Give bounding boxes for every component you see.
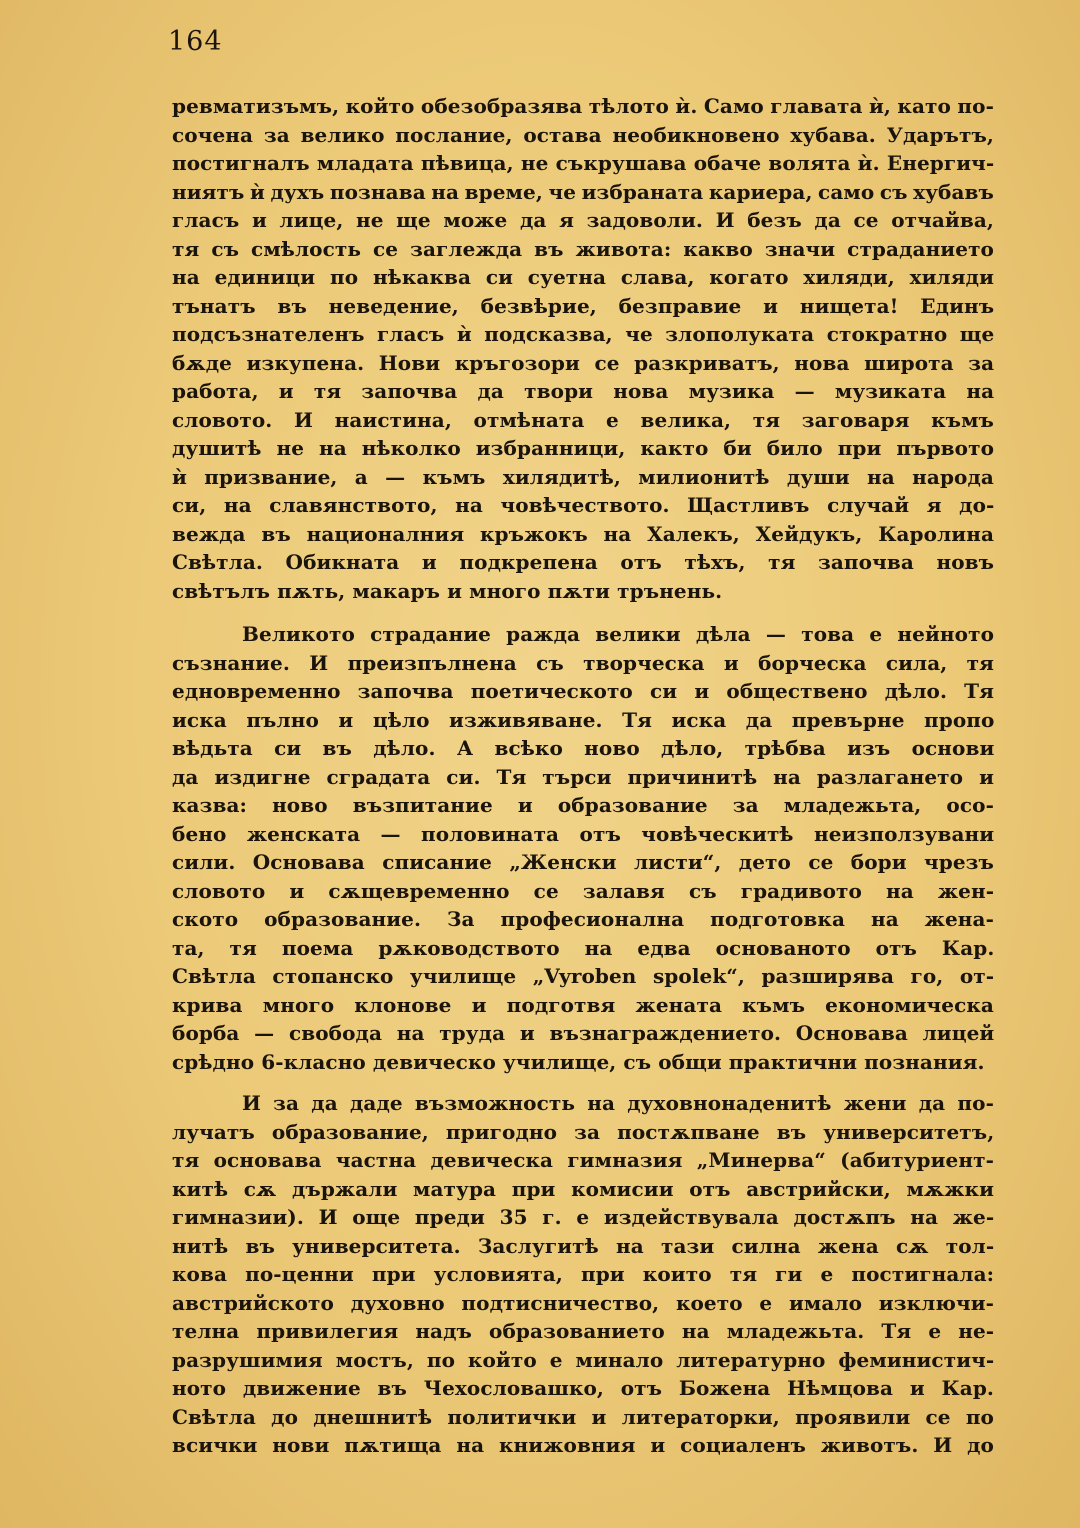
text-line: нитѣ въ университета. Заслугитѣ на тази силна жена сѫ тол- xyxy=(172,1233,995,1258)
text-line: ѝ призвание, а — къмъ хилядитѣ, милионитѣ души на народа xyxy=(172,464,994,489)
text-line: тънатъ въ неведение, безвѣрие, безправие и нищета! Единъ xyxy=(172,293,995,318)
text-line: ното движение въ Чехословашко, отъ Божена Нѣмцова и Кар. xyxy=(172,1376,994,1400)
page-number: 164 xyxy=(168,26,223,57)
text-line: китѣ сѫ държали матура при комисии отъ австрийски, мѫжки xyxy=(172,1176,994,1201)
text-line: съзнание. И преизпълнена съ творческа и борческа сила, тя xyxy=(172,650,995,675)
text-line: Свѣтла до днешнитѣ политички и литераторки, проявили се по xyxy=(172,1404,994,1429)
text-line: ниятъ ѝ духъ познава на време, че избраната кариера, само съ хубавъ xyxy=(172,179,994,204)
text-line: душитѣ не на нѣколко избранници, както би било при първото xyxy=(172,436,995,460)
text-line: вежда въ националния кръжокъ на Халекъ, Хейдукъ, Каролина xyxy=(172,521,994,546)
text-line: словото и сѫщевременно се залавя съ градивото на жен- xyxy=(172,878,995,903)
text-line: Свѣтла стопанско училище „Vyroben spolek“, разширява го, от- xyxy=(172,964,995,988)
paragraph-1 xyxy=(172,92,994,605)
text-line: крива много клонове и подготвя жената къмъ економическа xyxy=(172,992,994,1017)
text-line: вѣдьта си въ дѣло. А всѣко ново дѣло, трѣбва изъ основи xyxy=(172,736,995,760)
text-line: срѣдно 6-класно девическо училище, съ общи практични познания. xyxy=(172,1049,985,1074)
text-line: иска пълно и цѣло изживяване. Тя иска да превърне пропо xyxy=(172,707,995,732)
text-line: телна привилегия надъ образованието на младежьта. Тя е не- xyxy=(172,1319,995,1343)
text-line: подсъзнателенъ гласъ ѝ подсказва, че злополуката стократно ще xyxy=(172,322,995,346)
text-line: тя основава частна девическа гимназия „Минерва“ (абитуриент- xyxy=(172,1148,994,1172)
text-line: И за да даде възможность на духовнонаденитѣ жени да по- xyxy=(242,1091,994,1115)
text-line: Свѣтла. Обикната и подкрепена отъ тѣхъ, тя започва новъ xyxy=(172,550,995,574)
text-line: лучатъ образование, пригодно за постѫпване въ университетъ, xyxy=(172,1119,995,1144)
text-line: ревматизъмъ, който обезобразява тѣлото ѝ. Само главата ѝ, като по- xyxy=(172,94,994,118)
text-line: борба — свобода на труда и възнаграждението. Основава лицей xyxy=(172,1021,995,1045)
text-line: австрийското духовно подтисничество, което е имало изключи- xyxy=(172,1290,995,1315)
text-line: та, тя поема рѫководството на едва основаното отъ Кар. xyxy=(172,935,995,960)
text-line: бено женската — половината отъ човѣческитѣ неизползувани xyxy=(172,821,995,846)
text-line: всички нови пѫтища на книжовния и социаленъ животъ. И до xyxy=(172,1433,994,1457)
paragraph-3 xyxy=(172,1089,994,1460)
text-line: сили. Основава списание „Женски листи“, дето се бори чрезъ xyxy=(172,850,994,874)
text-line: свѣтълъ пѫть, макаръ и много пѫти трънень. xyxy=(172,578,723,603)
text-line: бѫде изкупена. Нови кръгозори се разкриватъ, нова широта за xyxy=(172,350,995,375)
paragraph-2 xyxy=(172,620,994,1076)
text-line: сочена за велико послание, остава необикновено хубава. Ударътъ, xyxy=(172,122,994,147)
text-line: постигналъ младата пѣвица, не съкрушава обаче волята ѝ. Енергич- xyxy=(172,151,995,175)
text-line: кова по-ценни при условията, при които тя ги е постигнала: xyxy=(172,1262,995,1286)
text-line: тя съ смѣлость се заглежда въ живота: какво значи страданието xyxy=(172,236,994,261)
text-line: разрушимия мостъ, по който е минало литературно феминистич- xyxy=(172,1347,995,1372)
text-line: работа, и тя започва да твори нова музика — музиката на xyxy=(172,379,995,403)
text-line: да издигне сградата си. Тя търси причинитѣ на разлагането и xyxy=(172,764,994,789)
text-line: Великото страдание ражда велики дѣла — това е нейното xyxy=(242,622,995,646)
text-line: ското образование. За професионална подготовка на жена- xyxy=(172,907,994,931)
text-line: гласъ и лице, не ще може да я задоволи. И безъ да се отчайва, xyxy=(172,208,994,232)
text-line: словото. И наистина, отмѣната е велика, тя заговаря къмъ xyxy=(172,407,994,432)
text-line: едновременно започва поетическото си и обществено дѣло. Тя xyxy=(172,679,994,703)
text-line: си, на славянството, на човѣчеството. Щастливъ случай я до- xyxy=(172,493,995,517)
text-line: казва: ново възпитание и образование за младежьта, осо- xyxy=(172,793,994,817)
text-line: на единици по нѣкаква си суетна слава, когато хиляди, хиляди xyxy=(172,265,994,289)
text-line: гимназии). И още преди 35 г. е издействувала достѫпъ на же- xyxy=(172,1205,995,1229)
